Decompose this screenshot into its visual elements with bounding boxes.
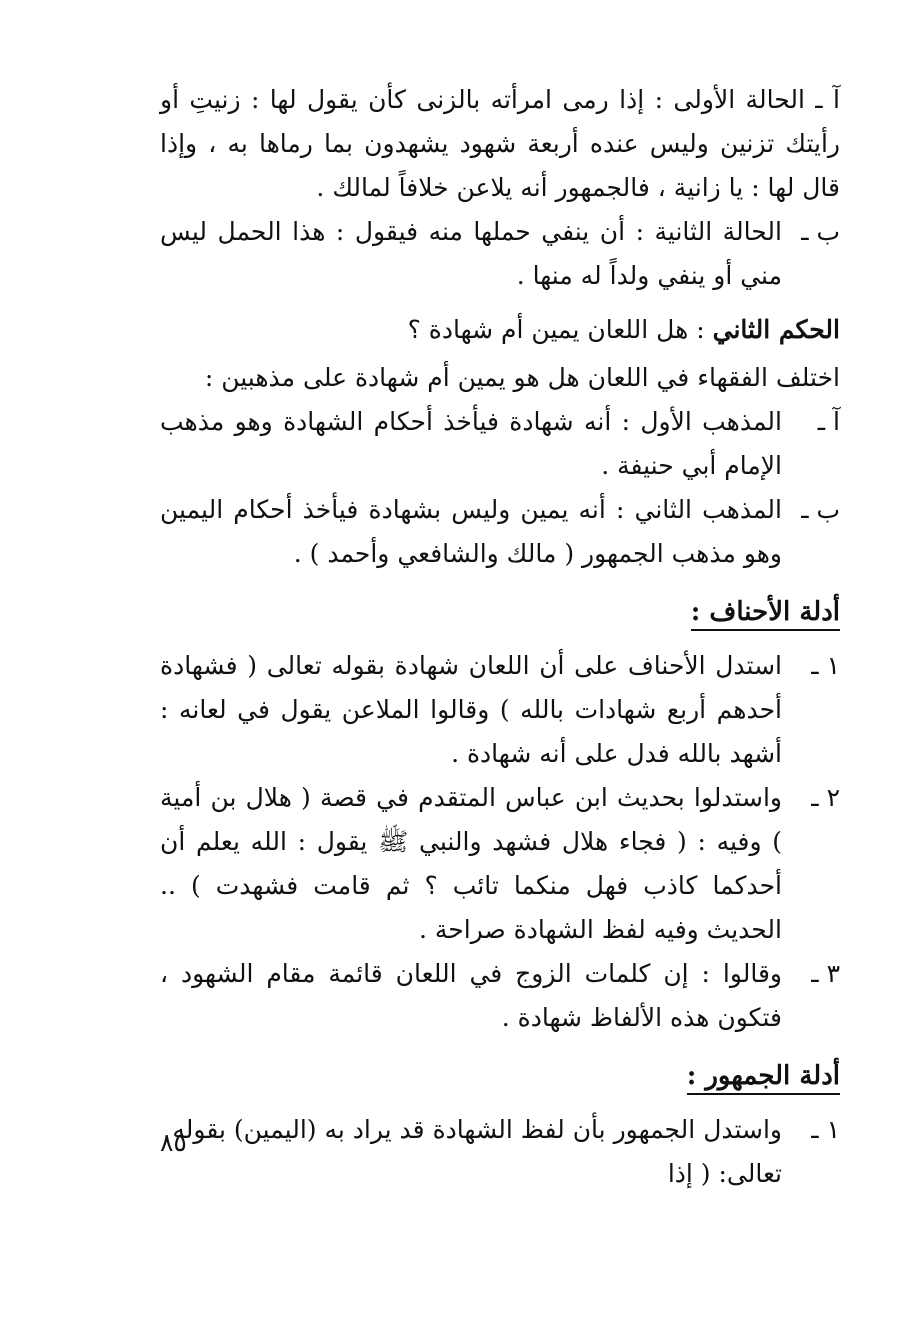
ruling-question: : هل اللعان يمين أم شهادة ؟ xyxy=(407,315,713,344)
school-2-label: ب ـ xyxy=(801,495,840,524)
school-1-label: آ ـ xyxy=(817,407,840,436)
hanafi-item-3 xyxy=(160,952,840,1040)
hanafi-item-1-num: ١ ـ xyxy=(811,651,840,680)
hanafi-heading xyxy=(160,590,840,634)
hanafi-item-2 xyxy=(160,776,840,952)
school-2-text: المذهب الثاني : أنه يمين وليس بشهادة فيأخذ أحكام اليمين وهو مذهب الجمهور ( مالك والشافعي وأحمد ) . xyxy=(160,495,782,568)
page-body xyxy=(160,78,840,1196)
case-2-item xyxy=(160,210,840,298)
ruling-title: الحكم الثاني xyxy=(712,315,840,344)
case-1-paragraph: آ ـ الحالة الأولى : إذا رمى امرأته بالزنى كأن يقول لها : زنيتِ أو رأيتك تزنين وليس عنده أربعة شهود يشهدون بما رماها به ، وإذا قال لها : يا زانية ، فالجمهور أنه يلاعن خلافاً لمالك . xyxy=(160,85,840,202)
ruling-line xyxy=(160,308,840,352)
majority-item-1-num: ١ ـ xyxy=(811,1115,840,1144)
case-2-label: ب ـ xyxy=(801,217,840,246)
school-1-item xyxy=(160,400,840,488)
majority-item-1 xyxy=(160,1108,840,1196)
hanafi-item-3-num: ٣ ـ xyxy=(811,959,840,988)
hanafi-item-2-num: ٢ ـ xyxy=(811,783,840,812)
school-2-item xyxy=(160,488,840,576)
majority-heading xyxy=(160,1054,840,1098)
hanafi-item-1 xyxy=(160,644,840,776)
majority-item-1-text: واستدل الجمهور بأن لفظ الشهادة قد يراد به (اليمين) بقوله تعالى: ( إذا xyxy=(172,1115,782,1188)
school-1-text: المذهب الأول : أنه شهادة فيأخذ أحكام الشهادة وهو مذهب الإمام أبي حنيفة . xyxy=(160,407,782,480)
hanafi-item-1-text: استدل الأحناف على أن اللعان شهادة بقوله تعالى ( فشهادة أحدهم أربع شهادات بالله ) وقالوا الملاعن يقول في لعانه : أشهد بالله فدل على أنه شهادة . xyxy=(160,651,782,768)
case-2-text: الحالة الثانية : أن ينفي حملها منه فيقول : هذا الحمل ليس مني أو ينفي ولداً له منها . xyxy=(160,217,782,290)
majority-heading-text: أدلة الجمهور : xyxy=(687,1061,840,1095)
intro-paragraph: اختلف الفقهاء في اللعان هل هو يمين أم شهادة على مذهبين : xyxy=(204,363,840,392)
page-number: ٨٥ xyxy=(160,1128,187,1157)
hanafi-heading-text: أدلة الأحناف : xyxy=(691,597,840,631)
hanafi-item-2-text: واستدلوا بحديث ابن عباس المتقدم في قصة ( هلال بن أمية ) وفيه : ( فجاء هلال فشهد والنبي ﷺ يقول : الله يعلم أن أحدكما كاذب فهل منكما تائب ؟ ثم قامت فشهدت ) .. الحديث وفيه لفظ الشهادة صراحة . xyxy=(160,783,782,944)
hanafi-item-3-text: وقالوا : إن كلمات الزوج في اللعان قائمة مقام الشهود ، فتكون هذه الألفاظ شهادة . xyxy=(160,959,782,1032)
